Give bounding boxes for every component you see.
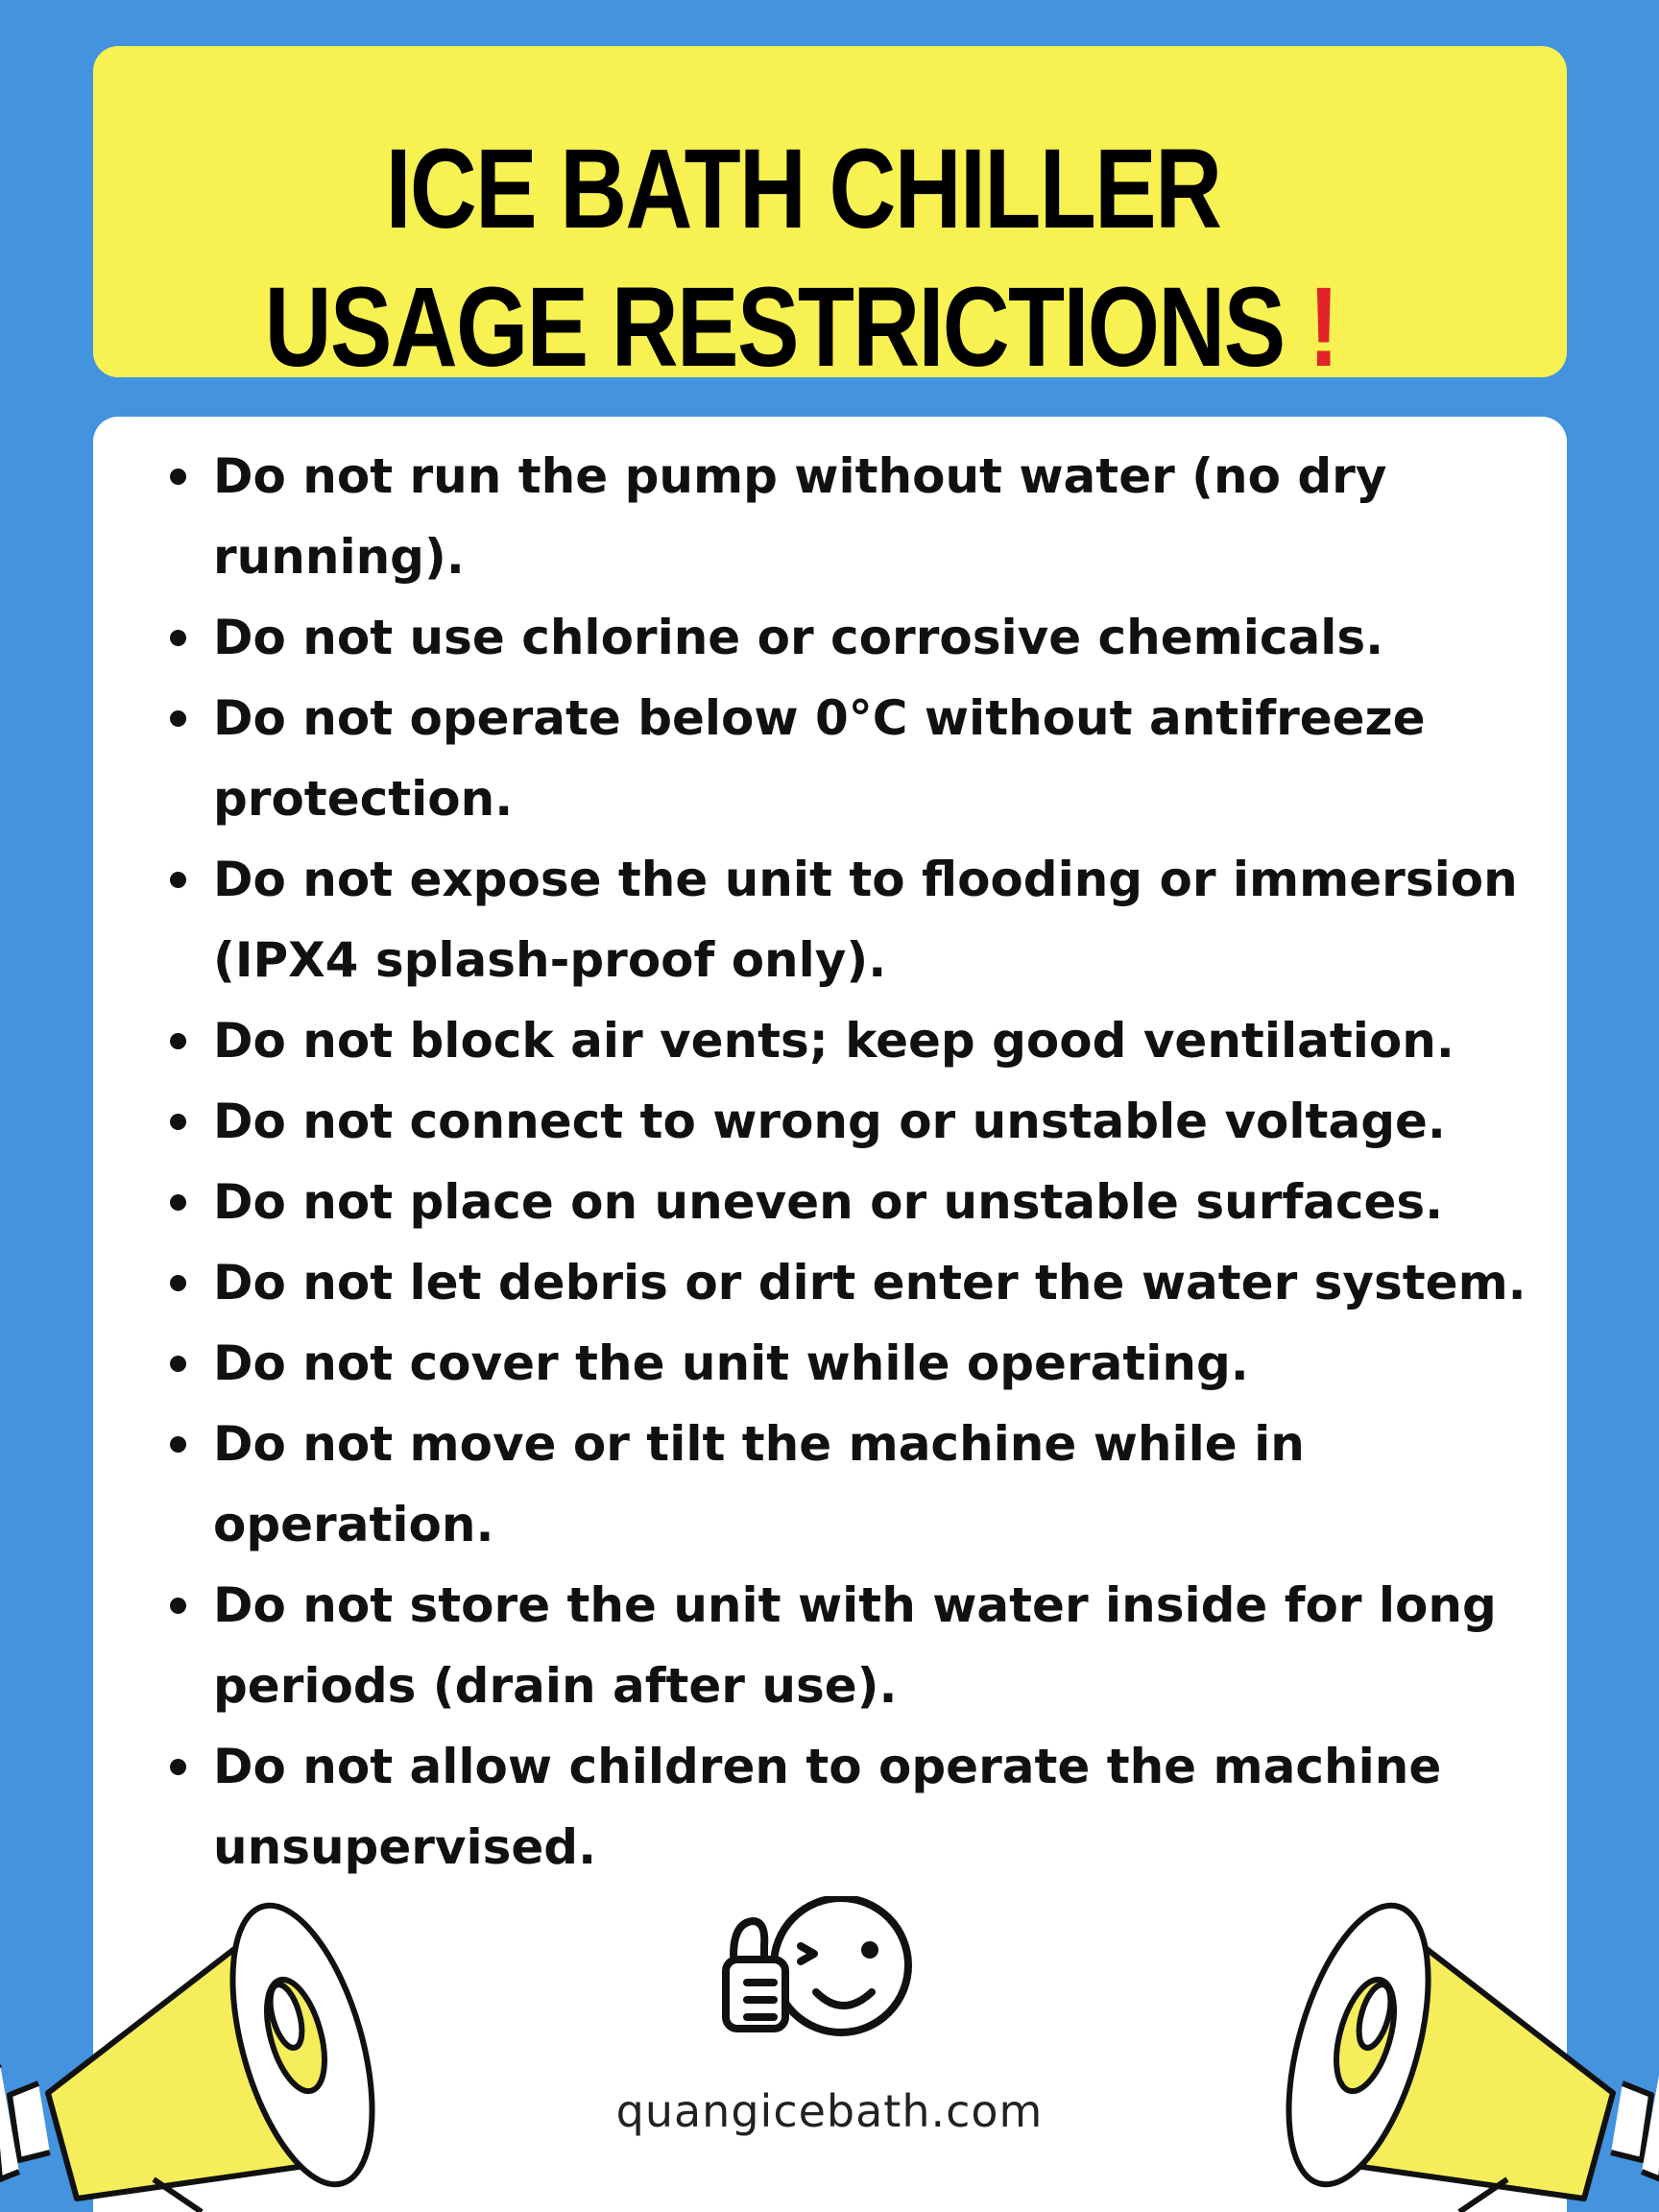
- list-item: Do not let debris or dirt enter the water system.: [170, 1242, 1543, 1323]
- exclamation-icon: !: [1308, 264, 1338, 391]
- list-item: Do not store the unit with water inside for long periods (drain after use).: [170, 1565, 1543, 1726]
- list-item: Do not cover the unit while operating.: [170, 1323, 1543, 1404]
- title-line-1-text: ICE BATH CHILLER: [385, 126, 1221, 252]
- megaphone-icon: [0, 1872, 442, 2212]
- website-url: quangicebath.com: [615, 2085, 1044, 2137]
- restrictions-list: [170, 436, 1543, 1887]
- list-item: Do not connect to wrong or unstable voltage.: [170, 1081, 1543, 1162]
- thumbs-up-wink-icon: [718, 1896, 929, 2059]
- list-item: Do not operate below 0°C without antifreeze protection.: [170, 678, 1543, 839]
- megaphone-icon: [1219, 1872, 1659, 2212]
- page-title-line-2: [197, 265, 1406, 390]
- title-line-2-text: USAGE RESTRICTIONS: [264, 264, 1285, 391]
- page-title-line-1: [199, 127, 1407, 252]
- list-item: Do not allow children to operate the machine unsupervised.: [170, 1726, 1543, 1887]
- list-item: Do not place on uneven or unstable surfaces.: [170, 1162, 1543, 1242]
- title-banner: [93, 46, 1567, 391]
- list-item: Do not block air vents; keep good ventilation.: [170, 1000, 1543, 1081]
- list-item: Do not use chlorine or corrosive chemicals.: [170, 597, 1543, 678]
- list-item: Do not run the pump without water (no dry running).: [170, 436, 1543, 597]
- list-item: Do not expose the unit to flooding or immersion (IPX4 splash-proof only).: [170, 839, 1543, 1000]
- list-item: Do not move or tilt the machine while in operation.: [170, 1404, 1543, 1565]
